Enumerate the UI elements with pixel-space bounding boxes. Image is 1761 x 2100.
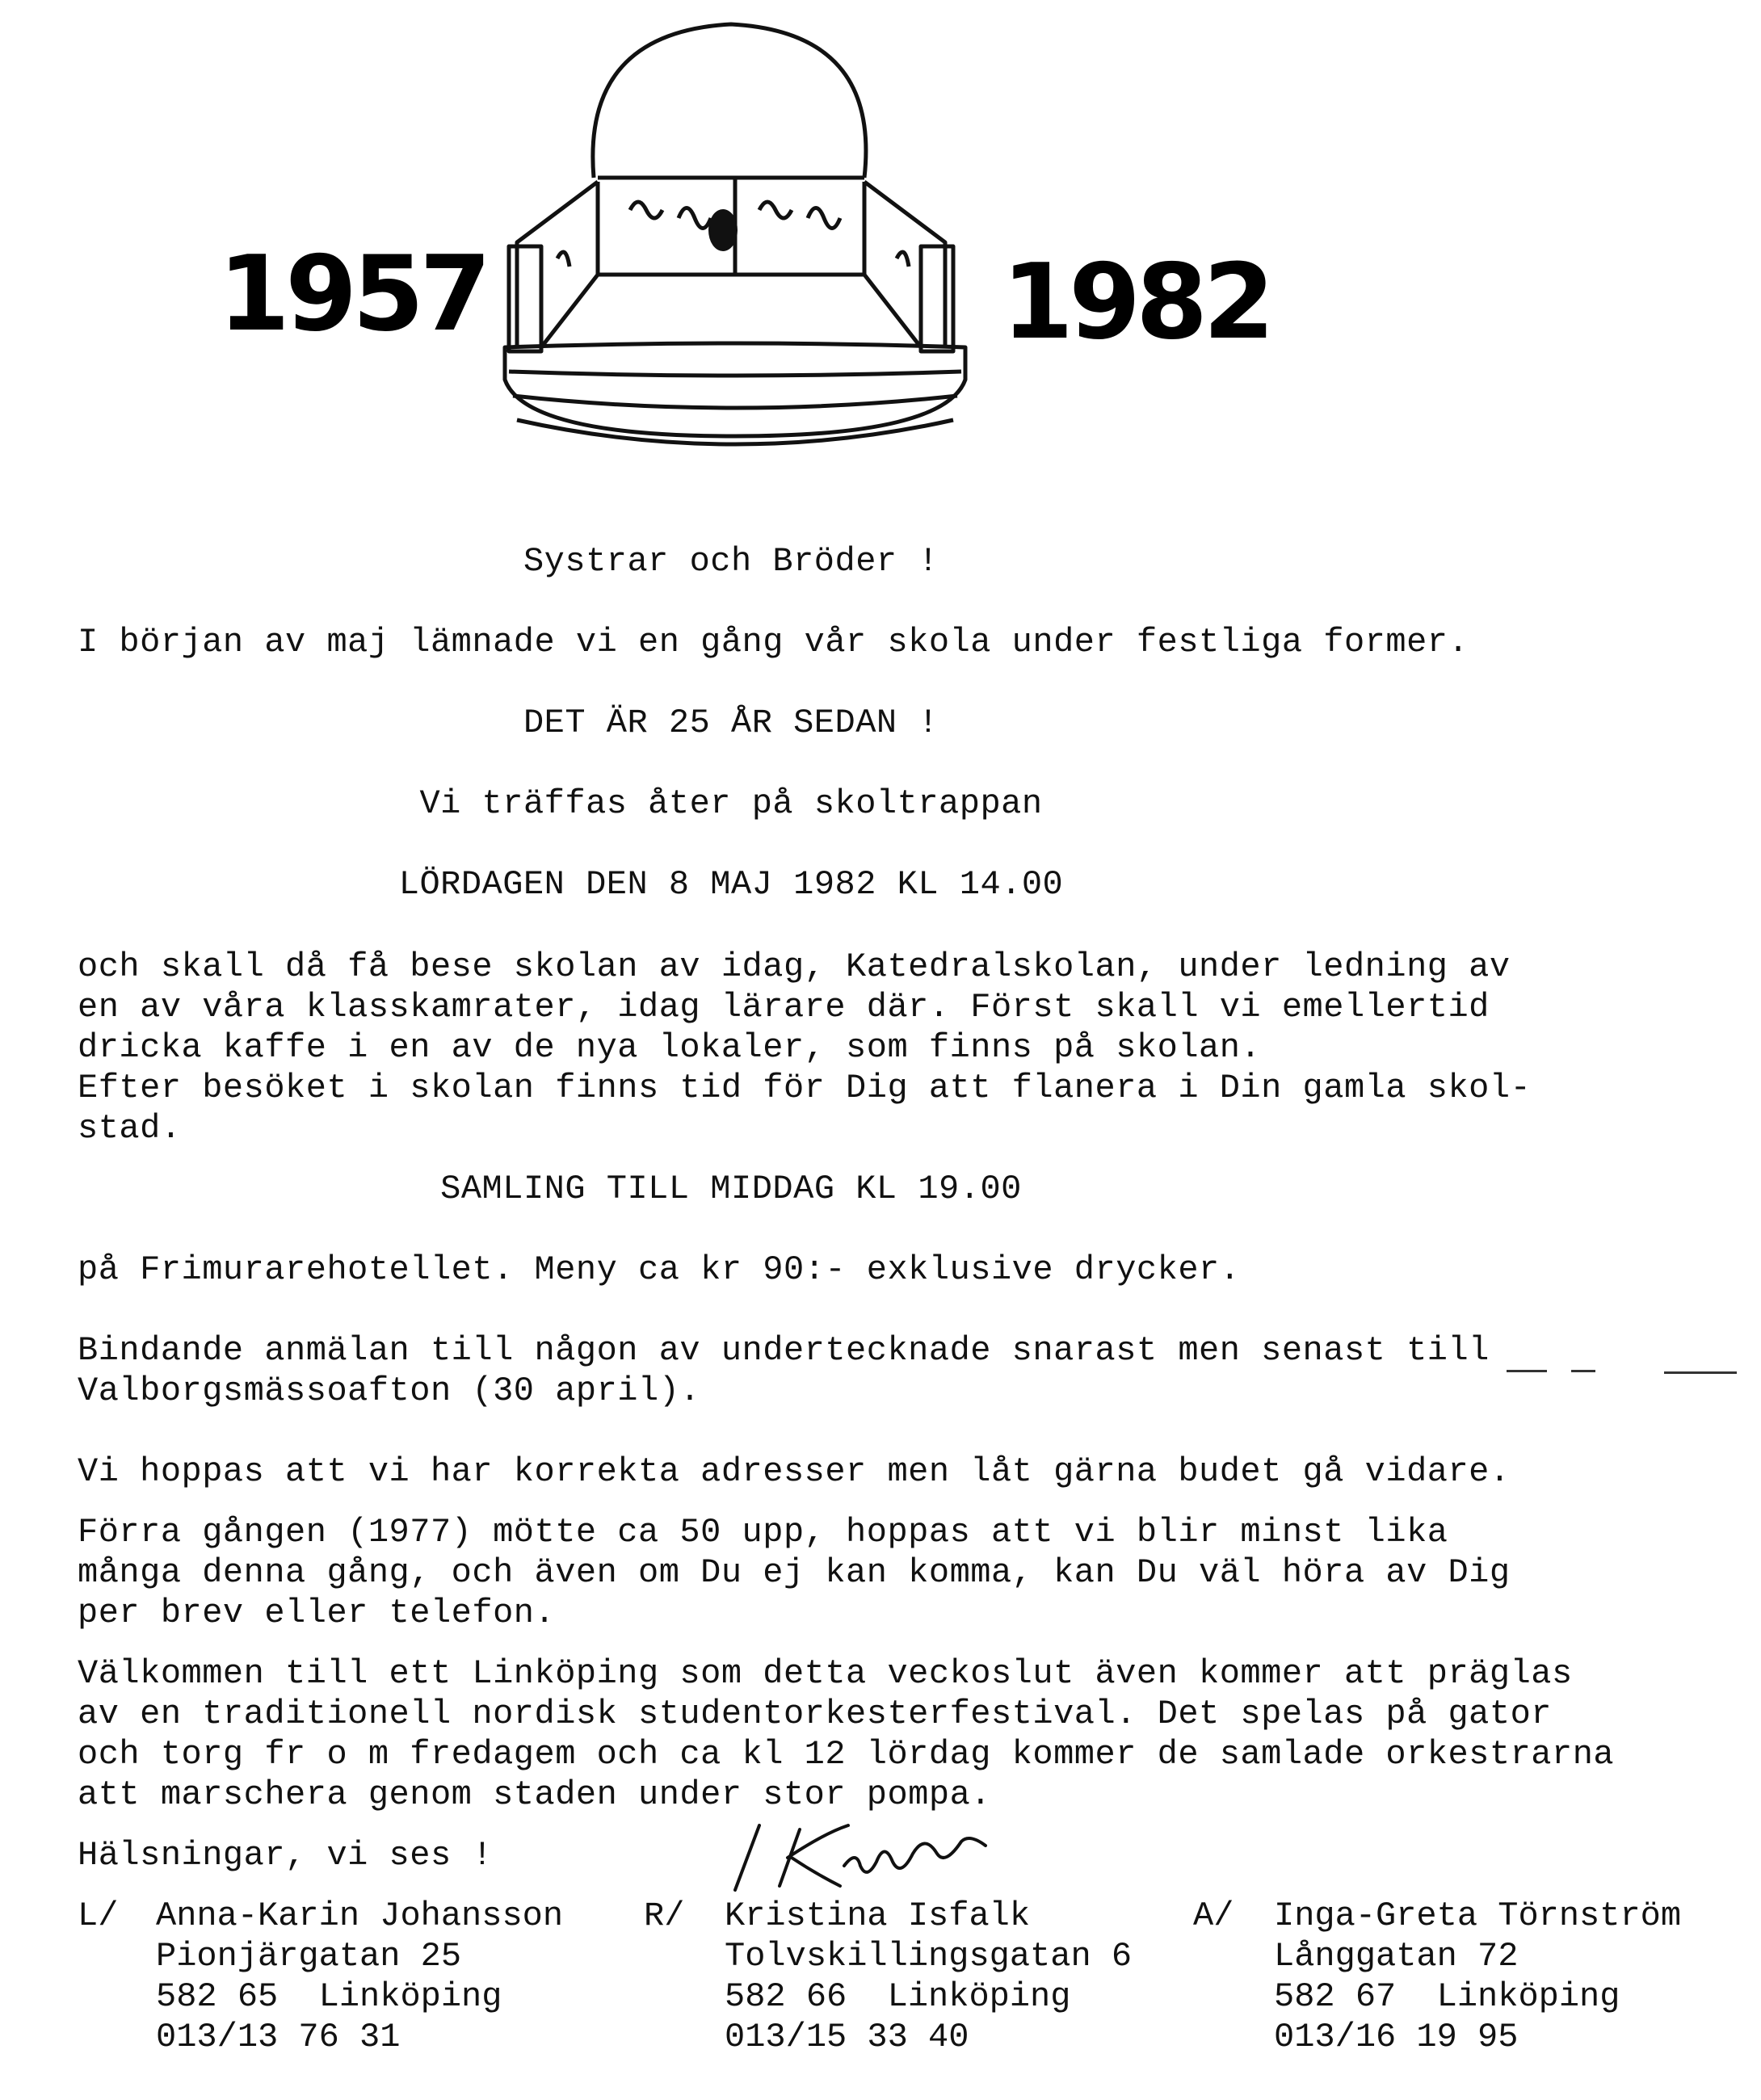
contact-street: Långgatan 72 — [1274, 1937, 1519, 1976]
contact-phone: 013/15 33 40 — [725, 2018, 969, 2056]
school-cap-logo-icon — [493, 16, 977, 485]
headline: DET ÄR 25 ÅR SEDAN ! — [523, 704, 939, 742]
paragraph-line: en av våra klasskamrater, idag lärare där. Först skall vi emellertid — [78, 988, 1490, 1027]
contact-phone: 013/16 19 95 — [1274, 2018, 1519, 2056]
contact-name: Anna-Karin Johansson — [156, 1896, 564, 1935]
paragraph-line: Efter besöket i skolan finns tid för Dig att flanera i Din gamla skol- — [78, 1069, 1532, 1107]
contact-name: Inga-Greta Törnström — [1274, 1896, 1682, 1935]
addresses-note: Vi hoppas att vi har korrekta adresser men låt gärna budet gå vidare. — [78, 1452, 1511, 1491]
last-time-line: per brev eller telefon. — [78, 1594, 556, 1632]
contact-street: Tolvskillingsgatan 6 — [725, 1937, 1133, 1976]
year-right: 1982 — [1002, 242, 1271, 363]
signup-line: Valborgsmässoafton (30 april). — [78, 1371, 701, 1410]
contact-street: Pionjärgatan 25 — [156, 1937, 462, 1976]
contact-city: 582 65 Linköping — [156, 1977, 502, 2016]
date-line: LÖRDAGEN DEN 8 MAJ 1982 KL 14.00 — [398, 865, 1064, 904]
last-time-line: Förra gången (1977) mötte ca 50 upp, hoppas att vi blir minst lika — [78, 1513, 1448, 1552]
signup-line: Bindande anmälan till någon av undertecknade snarast men senast till — [78, 1331, 1490, 1370]
contact-name: Kristina Isfalk — [725, 1896, 1031, 1935]
year-left: 1957 — [218, 234, 487, 355]
margin-mark — [1571, 1370, 1595, 1372]
welcome-line: och torg fr o m fredagem och ca kl 12 lördag kommer de samlade orkestrarna — [78, 1735, 1615, 1774]
meet-text: Vi träffas åter på skoltrappan — [419, 784, 1043, 823]
welcome-line: av en traditionell nordisk studentorkesterfestival. Det spelas på gator — [78, 1695, 1552, 1733]
welcome-line: att marschera genom staden under stor pompa. — [78, 1775, 991, 1814]
contact-prefix: L/ — [78, 1896, 119, 1935]
dinner-line: SAMLING TILL MIDDAG KL 19.00 — [440, 1170, 1022, 1208]
margin-mark — [1664, 1371, 1737, 1374]
contact-city: 582 67 Linköping — [1274, 1977, 1620, 2016]
contact-prefix: A/ — [1193, 1896, 1234, 1935]
welcome-line: Välkommen till ett Linköping som detta veckoslut även kommer att präglas — [78, 1654, 1573, 1693]
paragraph-line: dricka kaffe i en av de nya lokaler, som finns på skolan. — [78, 1028, 1262, 1067]
last-time-line: många denna gång, och även om Du ej kan komma, kan Du väl höra av Dig — [78, 1553, 1511, 1592]
greeting: Systrar och Bröder ! — [523, 542, 939, 581]
handwritten-signature — [703, 1809, 1018, 1898]
intro-text: I början av maj lämnade vi en gång vår skola under festliga former. — [78, 623, 1469, 662]
closing-text: Hälsningar, vi ses ! — [78, 1836, 494, 1875]
contact-city: 582 66 Linköping — [725, 1977, 1071, 2016]
paragraph-line: stad. — [78, 1109, 182, 1148]
contact-prefix: R/ — [644, 1896, 685, 1935]
contact-phone: 013/13 76 31 — [156, 2018, 401, 2056]
paragraph-line: och skall då få bese skolan av idag, Katedralskolan, under ledning av — [78, 947, 1511, 986]
margin-mark — [1507, 1370, 1547, 1372]
dinner-detail: på Frimurarehotellet. Meny ca kr 90:- exklusive drycker. — [78, 1250, 1241, 1289]
